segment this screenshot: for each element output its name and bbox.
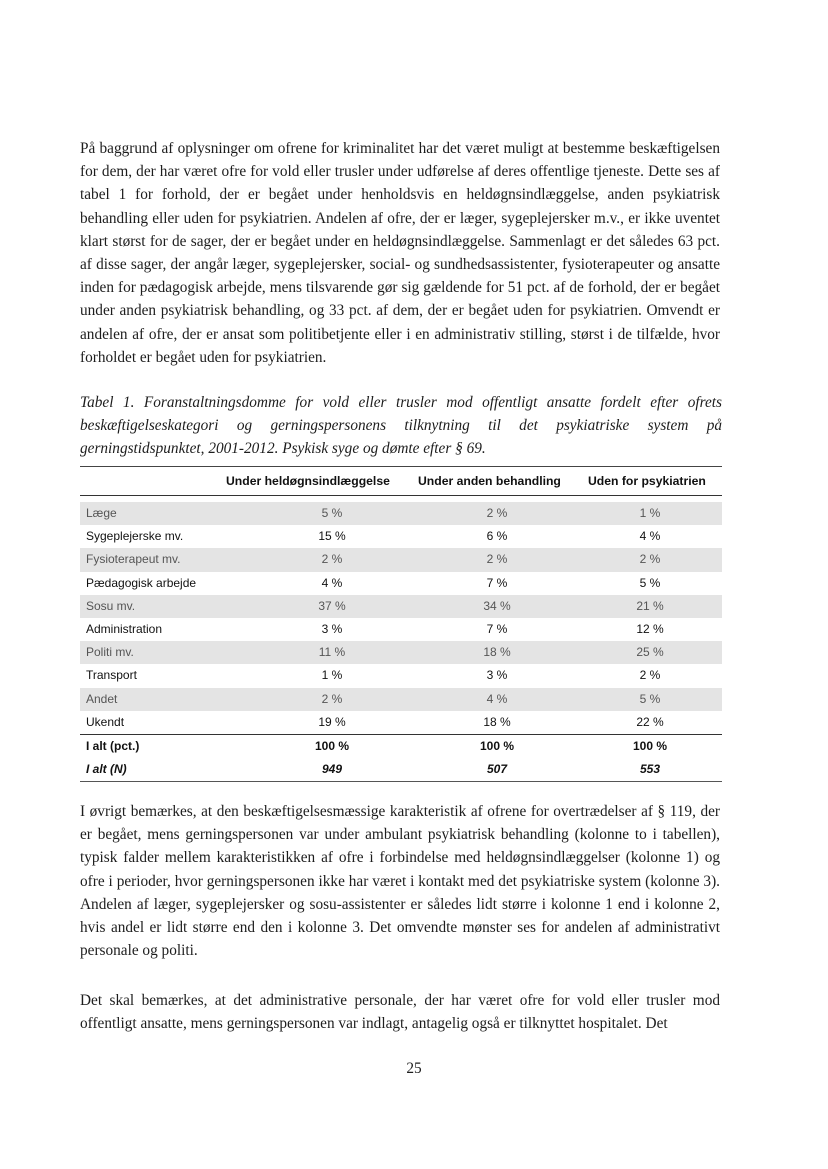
table-row	[80, 664, 722, 687]
row-value-col3: 12 %	[636, 621, 664, 636]
row-value-col3: 5 %	[639, 691, 661, 706]
table-row	[80, 502, 722, 525]
row-value-col3: 4 %	[639, 529, 661, 544]
total-pct-label: I alt (pct.)	[86, 738, 140, 753]
table-caption: Tabel 1. Foranstaltningsdomme for vold eller trusler mod offentligt ansatte fordelt efter ofrets beskæftigelseskategori og gerningspersonens tilknytning til det psykiatriske system på gerningstidspunktet, 2001-2012. Psykisk syge og dømte efter § 69.	[80, 394, 722, 457]
row-label: Sosu mv.	[86, 598, 136, 613]
row-value-col1: 19 %	[318, 714, 346, 729]
total-pct-col2: 100 %	[479, 738, 515, 753]
row-value-col1: 2 %	[321, 552, 343, 567]
row-label: Læge	[86, 506, 117, 520]
row-value-col2: 2 %	[486, 506, 508, 520]
row-value-col2: 4 %	[486, 691, 508, 706]
row-value-col3: 1 %	[639, 506, 661, 520]
row-value-col2: 3 %	[486, 668, 508, 683]
row-value-col2: 18 %	[483, 645, 511, 660]
row-value-col3: 22 %	[636, 714, 664, 729]
total-n-label: I alt (N)	[86, 762, 127, 777]
table-row-total-pct	[80, 734, 722, 758]
table-row	[80, 711, 722, 734]
row-value-col3: 25 %	[636, 645, 664, 660]
total-n-col1: 949	[321, 762, 343, 777]
row-value-col1: 1 %	[321, 668, 343, 683]
row-value-col1: 37 %	[318, 598, 346, 613]
row-value-col2: 6 %	[486, 529, 508, 544]
row-value-col3: 5 %	[639, 575, 661, 590]
table-row	[80, 525, 722, 548]
row-label: Politi mv.	[86, 645, 134, 660]
row-label: Fysioterapeut mv.	[86, 552, 181, 567]
row-value-col1: 2 %	[321, 691, 343, 706]
table-body	[80, 502, 722, 734]
row-label: Pædagogisk arbejde	[86, 575, 197, 590]
row-value-col2: 2 %	[486, 552, 508, 567]
table-row	[80, 688, 722, 711]
page-number: 25	[406, 1060, 422, 1077]
table-row-total-n	[80, 758, 722, 782]
row-value-col2: 18 %	[483, 714, 511, 729]
header-col1: Under heldøgnsindlæggelse	[226, 474, 390, 488]
row-value-col2: 7 %	[486, 621, 508, 636]
table-row	[80, 618, 722, 641]
total-n-col2: 507	[486, 762, 508, 777]
row-value-col2: 34 %	[483, 598, 511, 613]
table-row	[80, 595, 722, 618]
row-label: Administration	[86, 621, 163, 636]
table-row	[80, 548, 722, 571]
total-n-col3: 553	[639, 762, 661, 777]
total-pct-col3: 100 %	[632, 738, 668, 753]
table-row	[80, 641, 722, 664]
row-value-col1: 4 %	[321, 575, 343, 590]
header-col2: Under anden behandling	[418, 474, 561, 488]
paragraph-second: I øvrigt bemærkes, at den beskæftigelsesmæssige karakteristik af ofrene for overtrædelser af § 119, der er begået, mens gerningspersonen var under ambulant psykiatrisk behandling (kolonne to i tabellen), typisk falder mellem karakteristikken af ofre i forbindelse med heldøgnsindlæggelser (kolonne 1) og ofre i perioder, hvor gerningspersonen ikke har været i kontakt med det psykiatriske system (kolonne 3). Andelen af læger, sygeplejersker og sosu-assistenter er således lidt større i kolonne 1 end i kolonne 2, hvis andel er lidt større end den i kolonne 3. Det omvendte mønster ses for andelen af administrativt personale og politi.	[80, 803, 720, 960]
occupation-table	[80, 466, 722, 782]
table-header	[80, 466, 722, 496]
row-label: Ukendt	[86, 714, 125, 729]
row-label: Andet	[86, 691, 118, 706]
total-pct-col1: 100 %	[314, 738, 350, 753]
row-value-col1: 15 %	[318, 529, 346, 544]
header-col3: Uden for psykiatrien	[588, 474, 706, 488]
row-value-col3: 21 %	[636, 598, 664, 613]
row-value-col3: 2 %	[639, 552, 661, 567]
row-label: Sygeplejerske mv.	[86, 529, 184, 544]
row-value-col1: 3 %	[321, 621, 343, 636]
paragraph-intro: På baggrund af oplysninger om ofrene for kriminalitet har det været muligt at bestemme beskæftigelsen for dem, der har været ofre for vold eller trusler under udførelse af deres offentlige tjeneste. Dette ses af tabel 1 for forhold, der er begået under henholdsvis en heldøgnsindlæggelse, anden psykiatrisk behandling eller uden for psykiatrien. Andelen af ofre, der er læger, sygeplejersker m.v., er ikke uventet klart størst for de sager, der er begået under en heldøgnsindlæggelse. Sammenlagt er det således 63 pct. af disse sager, der angår læger, sygeplejersker, social- og sundhedsassistenter, fysioterapeuter og ansatte inden for pædagogisk arbejde, mens tilsvarende gør sig gældende for 51 pct. af de forhold, der er begået under anden psykiatrisk behandling, og 33 pct. af dem, der er begået uden for psykiatrien. Omvendt er andelen af ofre, der er ansat som politibetjente eller i en administrativ stilling, størst i de tilfælde, hvor forholdet er begået uden for psykiatrien.	[80, 140, 720, 366]
row-value-col1: 5 %	[321, 506, 343, 520]
row-value-col3: 2 %	[639, 668, 661, 683]
paragraph-third: Det skal bemærkes, at det administrative personale, der har været ofre for vold eller trusler mod offentligt ansatte, mens gerningspersonen var indlagt, antagelig også er tilknyttet hospitalet. Det	[80, 992, 720, 1033]
row-value-col1: 11 %	[318, 645, 346, 660]
row-value-col2: 7 %	[486, 575, 508, 590]
row-label: Transport	[86, 668, 137, 683]
table-row	[80, 572, 722, 595]
